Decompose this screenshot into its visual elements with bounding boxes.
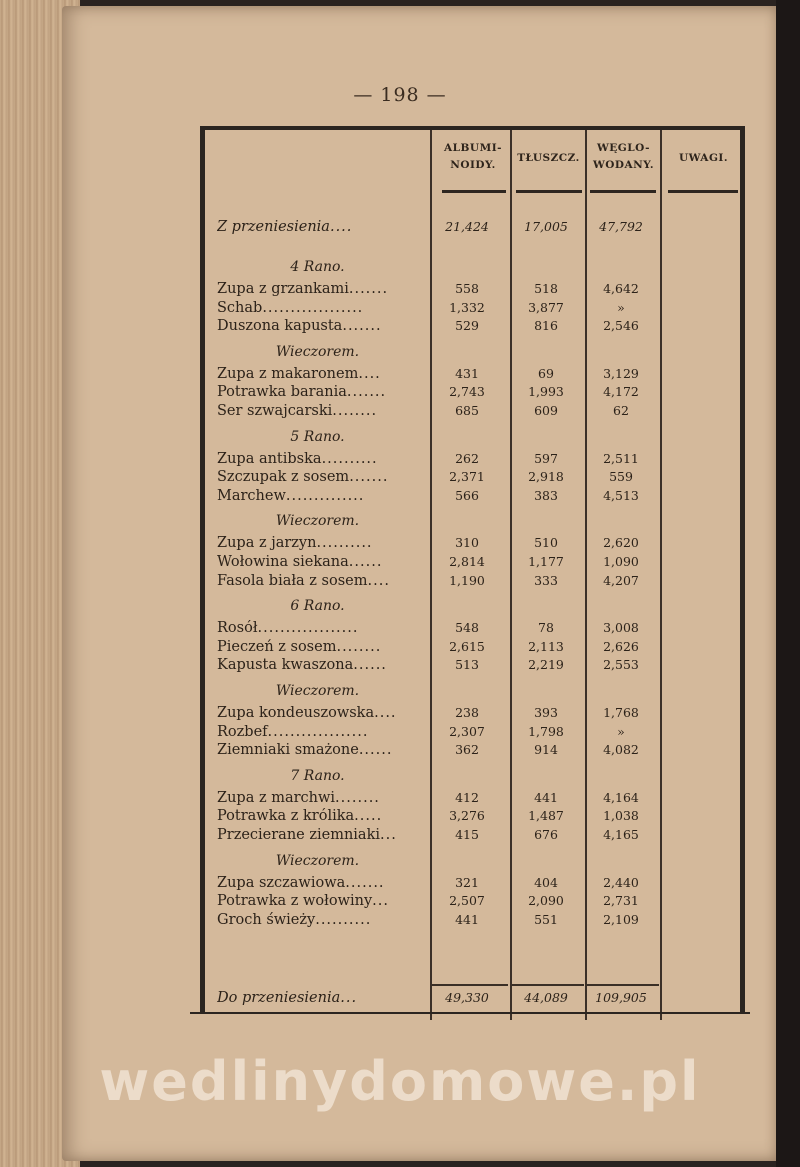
dish-name xyxy=(217,469,429,485)
value-albuminoids: 529 xyxy=(455,318,479,334)
leader-dots: .... xyxy=(358,365,381,382)
value-fat: 44,089 xyxy=(524,990,568,1005)
value-fat: 2,113 xyxy=(528,638,564,654)
value-carbs: 4,172 xyxy=(603,384,639,400)
value-albuminoids: 566 xyxy=(455,487,479,503)
dish-name xyxy=(217,219,429,235)
leader-dots: ....... xyxy=(346,384,387,401)
value-carbs: 2,109 xyxy=(603,911,639,927)
section-heading: Wieczorem. xyxy=(275,513,360,530)
dish-name-text: Potrawka z królika xyxy=(217,808,355,825)
dish-name xyxy=(217,554,429,570)
dish-name xyxy=(217,281,429,297)
leader-dots: ....... xyxy=(342,318,382,335)
value-fat: 2,090 xyxy=(528,893,564,909)
value-fat: 609 xyxy=(534,403,558,418)
leader-dots: .................. xyxy=(262,299,364,316)
value-albuminoids: 21,424 xyxy=(445,219,489,234)
value-carbs: 4,165 xyxy=(603,827,639,842)
leader-dots: ....... xyxy=(348,281,389,297)
carry-row xyxy=(205,990,675,1009)
value-carbs: 2,731 xyxy=(603,893,639,909)
dish-name xyxy=(217,827,429,843)
leader-dots: ... xyxy=(380,827,397,843)
value-carbs: 3,129 xyxy=(603,365,639,381)
value-albuminoids: 362 xyxy=(455,742,479,758)
dish-name xyxy=(217,535,429,551)
value-albuminoids: 1,332 xyxy=(449,299,485,315)
leader-dots: .......... xyxy=(321,450,378,467)
carry-row xyxy=(205,219,675,238)
dish-name-text: Zupa z grzankami xyxy=(217,281,349,297)
header-rule xyxy=(668,190,738,193)
value-fat: 510 xyxy=(534,535,558,551)
table-row xyxy=(205,893,675,912)
table-row xyxy=(205,535,675,554)
watermark: wedlinydomowe.pl xyxy=(99,1050,701,1113)
value-albuminoids: 49,330 xyxy=(445,990,489,1005)
dish-name xyxy=(217,300,429,316)
value-carbs: 1,090 xyxy=(603,554,639,569)
value-fat: 404 xyxy=(534,874,558,890)
value-fat: 676 xyxy=(534,827,558,842)
dish-name-text: Pieczeń z sosem xyxy=(217,638,337,655)
value-fat: 441 xyxy=(534,789,558,805)
leader-dots: .... xyxy=(329,219,353,235)
value-fat: 17,005 xyxy=(524,219,568,234)
value-albuminoids: 1,190 xyxy=(449,572,485,588)
value-albuminoids: 2,615 xyxy=(449,638,485,654)
value-fat: 551 xyxy=(534,911,558,927)
value-carbs: 4,513 xyxy=(603,487,639,503)
dish-name-text: Przecierane ziemniaki xyxy=(217,827,381,843)
section-heading: 7 Rano. xyxy=(290,767,345,784)
value-carbs: 4,164 xyxy=(603,789,639,805)
table-row xyxy=(205,639,675,658)
table-row xyxy=(205,790,675,809)
value-carbs: » xyxy=(617,723,625,739)
leader-dots: ...... xyxy=(353,657,387,674)
sum-rule xyxy=(512,984,584,986)
dish-name xyxy=(217,875,429,891)
table-row xyxy=(205,724,675,743)
leader-dots: ........ xyxy=(336,638,382,655)
value-albuminoids: 415 xyxy=(455,827,479,842)
header-rule xyxy=(590,190,656,193)
dish-name xyxy=(217,384,429,400)
dish-name-text: Kapusta kwaszona xyxy=(217,657,354,674)
table-row xyxy=(205,827,675,846)
section-heading: Wieczorem. xyxy=(275,343,360,360)
value-albuminoids: 2,371 xyxy=(449,469,485,485)
value-fat: 1,798 xyxy=(528,723,564,739)
table-row xyxy=(205,366,675,385)
leader-dots: .................. xyxy=(257,620,359,637)
value-carbs: 1,768 xyxy=(603,705,639,720)
dish-name xyxy=(217,808,429,824)
value-carbs: 559 xyxy=(609,469,633,485)
table-row xyxy=(205,808,675,827)
value-albuminoids: 513 xyxy=(455,657,479,673)
dish-name-text: Zupa szczawiowa xyxy=(217,874,346,891)
dish-name xyxy=(217,488,429,504)
value-fat: 393 xyxy=(534,705,558,720)
value-albuminoids: 2,814 xyxy=(449,554,485,569)
table-row xyxy=(205,451,675,470)
dish-name-text: Zupa antibska xyxy=(217,450,322,467)
value-albuminoids: 558 xyxy=(455,281,479,296)
dish-name-text: Do przeniesienia xyxy=(217,990,341,1006)
header-rule xyxy=(442,190,506,193)
leader-dots: .... xyxy=(374,705,397,721)
value-fat: 1,177 xyxy=(528,554,564,569)
table-row xyxy=(205,573,675,592)
dish-name xyxy=(217,403,429,419)
value-albuminoids: 548 xyxy=(455,620,479,636)
leader-dots: .......... xyxy=(315,911,372,928)
value-albuminoids: 2,507 xyxy=(449,893,485,909)
sum-rule xyxy=(587,984,659,986)
leader-dots: ... xyxy=(340,990,358,1006)
value-carbs: 2,440 xyxy=(603,874,639,890)
table-row xyxy=(205,488,675,507)
value-albuminoids: 2,307 xyxy=(449,723,485,739)
leader-dots: ... xyxy=(372,893,389,910)
binding-shadow xyxy=(776,0,800,1167)
dish-name-text: Rozbef xyxy=(217,723,268,740)
table-row xyxy=(205,705,675,724)
value-fat: 383 xyxy=(534,487,558,503)
dish-name xyxy=(217,657,429,673)
value-carbs: 2,511 xyxy=(603,450,639,466)
dish-name-text: Szczupak z sosem xyxy=(217,469,350,486)
value-carbs: 62 xyxy=(613,403,629,418)
value-albuminoids: 262 xyxy=(455,450,479,466)
dish-name xyxy=(217,451,429,467)
value-fat: 3,877 xyxy=(528,299,564,315)
dish-name xyxy=(217,893,429,909)
section-heading: Wieczorem. xyxy=(275,852,360,869)
dish-name-text: Rosół xyxy=(217,620,258,637)
section-heading: 4 Rano. xyxy=(290,259,345,275)
value-carbs: 3,008 xyxy=(603,620,639,636)
dish-name xyxy=(217,990,429,1006)
value-albuminoids: 431 xyxy=(455,365,479,381)
dish-name xyxy=(217,620,429,636)
value-carbs: 109,905 xyxy=(595,990,647,1005)
table-row xyxy=(205,742,675,761)
dish-name-text: Zupa kondeuszowska xyxy=(217,705,375,721)
section-heading: 6 Rano. xyxy=(290,598,345,615)
dish-name-text: Ser szwajcarski xyxy=(217,403,333,419)
leader-dots: .......... xyxy=(316,535,373,552)
dish-name xyxy=(217,724,429,740)
value-carbs: 2,620 xyxy=(603,535,639,551)
value-fat: 78 xyxy=(538,620,554,636)
leader-dots: ........ xyxy=(335,789,380,806)
table-bottom-line xyxy=(190,1012,750,1014)
value-fat: 2,918 xyxy=(528,469,564,485)
section-heading: Wieczorem. xyxy=(275,683,360,699)
leader-dots: ....... xyxy=(345,874,385,891)
table-row xyxy=(205,620,675,639)
dish-name-text: Zupa z marchwi xyxy=(217,789,336,806)
table-row xyxy=(205,281,675,300)
value-albuminoids: 310 xyxy=(455,535,479,551)
value-fat: 1,487 xyxy=(528,808,564,824)
dish-name-text: Potrawka barania xyxy=(217,384,347,401)
value-carbs: 2,553 xyxy=(603,657,639,673)
header-albuminoids: ALBUMI-NOIDY. xyxy=(444,142,502,171)
table-row xyxy=(205,300,675,319)
value-albuminoids: 321 xyxy=(455,874,479,890)
value-albuminoids: 441 xyxy=(455,911,479,927)
value-carbs: 2,546 xyxy=(603,318,639,334)
value-carbs: » xyxy=(617,299,625,315)
table-row xyxy=(205,875,675,894)
table-row xyxy=(205,657,675,676)
dish-name-text: Zupa z jarzyn xyxy=(217,535,317,552)
dish-name-text: Zupa z makaronem xyxy=(217,365,359,382)
dish-name-text: Fasola biała z sosem xyxy=(217,572,368,589)
value-carbs: 1,038 xyxy=(603,808,639,824)
dish-name-text: Marchew xyxy=(217,487,286,504)
header-rule xyxy=(516,190,582,193)
table-row xyxy=(205,318,675,337)
dish-name-text: Schab xyxy=(217,299,263,316)
leader-dots: ........ xyxy=(332,403,378,419)
value-albuminoids: 412 xyxy=(455,789,479,805)
dish-name-text: Ziemniaki smażone xyxy=(217,742,359,759)
value-fat: 914 xyxy=(534,742,558,758)
value-albuminoids: 2,743 xyxy=(449,384,485,400)
dish-name xyxy=(217,790,429,806)
table-row xyxy=(205,403,675,422)
value-carbs: 4,207 xyxy=(603,572,639,588)
value-albuminoids: 685 xyxy=(455,403,479,418)
leader-dots: ...... xyxy=(348,554,383,570)
value-fat: 816 xyxy=(534,318,558,334)
value-albuminoids: 3,276 xyxy=(449,808,485,824)
dish-name-text: Wołowina siekana xyxy=(217,554,349,570)
dish-name-text: Z przeniesienia xyxy=(217,219,330,235)
page-number: — 198 — xyxy=(353,84,447,106)
value-albuminoids: 238 xyxy=(455,705,479,720)
dish-name xyxy=(217,742,429,758)
value-carbs: 4,642 xyxy=(603,281,639,296)
dish-name-text: Duszona kapusta xyxy=(217,318,343,335)
header-carbs: WĘGLO-WODANY. xyxy=(592,142,655,171)
value-fat: 2,219 xyxy=(528,657,564,673)
value-carbs: 47,792 xyxy=(599,219,643,234)
table-row xyxy=(205,469,675,488)
leader-dots: .................. xyxy=(267,723,369,740)
header-notes: UWAGI. xyxy=(679,152,728,164)
value-fat: 69 xyxy=(538,365,554,381)
value-fat: 333 xyxy=(534,572,558,588)
leader-dots: .... xyxy=(367,572,390,589)
sum-rule xyxy=(432,984,508,986)
dish-name xyxy=(217,639,429,655)
leader-dots: .............. xyxy=(285,487,365,504)
value-fat: 597 xyxy=(534,450,558,466)
value-carbs: 2,626 xyxy=(603,638,639,654)
value-carbs: 4,082 xyxy=(603,742,639,758)
dish-name xyxy=(217,912,429,928)
value-fat: 518 xyxy=(534,281,558,296)
table-row xyxy=(205,384,675,403)
leader-dots: ..... xyxy=(354,808,383,825)
table-row xyxy=(205,912,675,931)
dish-name xyxy=(217,573,429,589)
dish-name-text: Groch świeży xyxy=(217,911,316,928)
header-fat: TŁUSZCZ. xyxy=(517,152,580,164)
table-row xyxy=(205,554,675,573)
value-fat: 1,993 xyxy=(528,384,564,400)
leader-dots: ....... xyxy=(349,469,389,486)
dish-name xyxy=(217,705,429,721)
dish-name xyxy=(217,366,429,382)
dish-name-text: Potrawka z wołowiny xyxy=(217,893,373,910)
section-heading: 5 Rano. xyxy=(290,428,345,445)
dish-name xyxy=(217,318,429,334)
leader-dots: ...... xyxy=(358,742,393,759)
